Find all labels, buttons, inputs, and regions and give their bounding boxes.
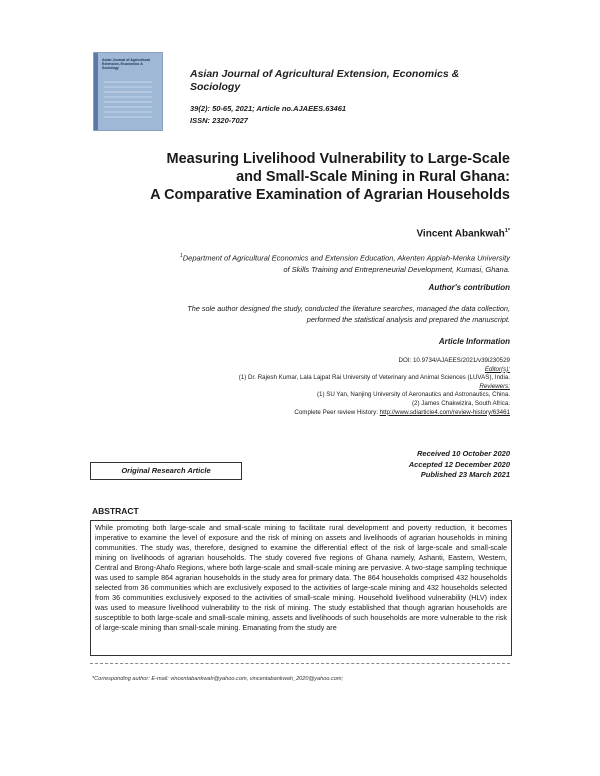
- contribution-text: [80, 304, 510, 325]
- publication-dates: [409, 449, 510, 481]
- affiliation-marker: 1: [179, 253, 183, 259]
- paper-title-line-1: Measuring Livelihood Vulnerability to Large-Scale: [166, 151, 510, 167]
- accepted-date: Accepted 12 December 2020: [408, 459, 510, 469]
- article-info-block: [80, 357, 510, 417]
- author-marker: 1*: [504, 228, 510, 234]
- volume-citation: 39(2): 50-65, 2021; Article no.AJAEES.63461: [190, 104, 347, 113]
- journal-cover-thumbnail: [93, 52, 163, 131]
- contribution-heading: Author's contribution: [428, 283, 510, 292]
- article-info-heading: Article Information: [438, 337, 510, 346]
- cover-spine: [94, 53, 98, 130]
- paper-title-line-3: A Comparative Examination of Agrarian Households: [150, 187, 510, 203]
- corresponding-author-footnote: *Corresponding author: E-mail: vincentabankwah@yahoo.com, vincentabankwah_2020@yahoo.com;: [92, 676, 344, 682]
- contribution-line-1: The sole author designed the study, conducted the literature searches, managed the data collection,: [187, 304, 510, 313]
- abstract-box: [90, 520, 512, 656]
- article-type-box: Original Research Article: [90, 462, 242, 480]
- reviewer-1: (1) SU Yan, Nanjing University of Aeronautics and Astronautics, China.: [316, 391, 510, 399]
- footnote-divider: [90, 663, 510, 664]
- cover-title-text: Asian Journal of Agricultural Extension, Economics & Sociology: [102, 58, 150, 70]
- affiliation-line-2: of Skills Training and Entrepreneurial Development, Kumasi, Ghana.: [283, 265, 510, 274]
- affiliation: [90, 251, 510, 276]
- review-history-link[interactable]: http://www.sdiarticle4.com/review-history/63461: [379, 408, 510, 416]
- paper-title-line-2: and Small-Scale Mining in Rural Ghana:: [236, 169, 510, 185]
- contribution-line-2: performed the statistical analysis and prepared the manuscript.: [306, 314, 510, 324]
- reviewers-label: Reviewers:: [479, 382, 510, 390]
- doi: DOI: 10.9734/AJAEES/2021/v39i230529: [398, 357, 510, 364]
- paper-title: [80, 150, 510, 204]
- editor-label: Editor(s):: [484, 365, 510, 373]
- author-name: [416, 228, 510, 239]
- review-history-label: Complete Peer review History:: [294, 408, 380, 416]
- cover-pattern: [104, 80, 152, 118]
- abstract-text: While promoting both large-scale and small-scale mining to facilitate rural development and poverty reduction, it becomes imperative to examine the level of exposure and the risk of mining on assets and livelihoods of agrarian households in mining communities. The study was, therefore, designed to examine the differential effect of the risk of large-scale and small-scale mining on livelihoods of agrarian households. The study covered five regions of Ghana namely, Ashanti, Eastern, Western, Central and Brong-Ahafo Regions, where both large-scale and small-scale mining are pervasive. A two-stage sampling technique was used to sample 864 agrarian households in the study area for primary data. The 864 households comprised 432 households selected from 36 communities which are exclusively exposed to the activities of large-scale mining and 432 households selected from 36 communities exclusively exposed to the activities of small-scale mining. Household livelihood vulnerability (HLV) index was used to measure livelihood vulnerability to the risk of mining. The study established that though agrarian households are susceptible to both large-scale and small-scale mining, assets and livelihoods of such households are more vulnerable to the risk of large-scale mining than small-scale mining. Emanating from the study are: [95, 523, 507, 633]
- abstract-heading: ABSTRACT: [92, 506, 139, 516]
- received-date: Received 10 October 2020: [417, 449, 510, 458]
- author-name-text: Vincent Abankwah: [416, 228, 505, 240]
- reviewer-2: (2) James Chakwizira, South Africa.: [411, 399, 510, 407]
- published-date: Published 23 March 2021: [420, 470, 510, 479]
- issn: ISSN: 2320-7027: [190, 116, 248, 125]
- affiliation-line-1: Department of Agricultural Economics and Extension Education, Akenten Appiah-Menka University: [182, 253, 510, 263]
- editor: (1) Dr. Rajesh Kumar, Lala Lajpat Rai University of Veterinary and Animal Sciences (LUVAS), India.: [238, 374, 510, 382]
- journal-title: Asian Journal of Agricultural Extension, Economics & Sociology: [190, 68, 460, 93]
